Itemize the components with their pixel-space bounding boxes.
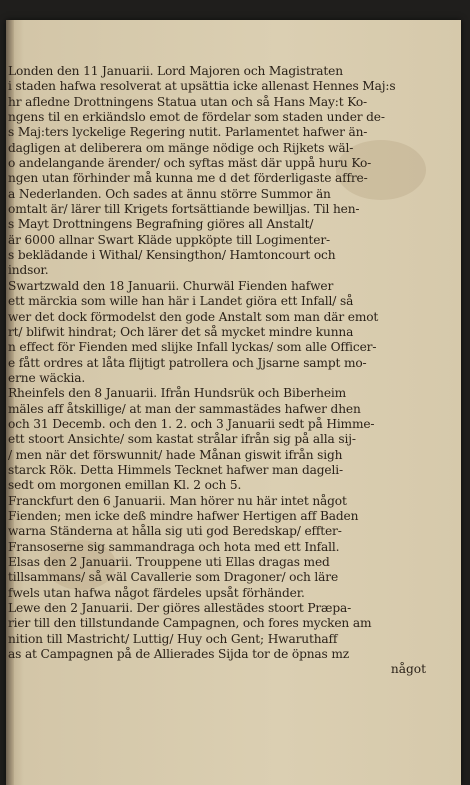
page-text xyxy=(8,64,426,678)
text-line: s beklädande i Withal/ Kensingthon/ Hamtoncourt och xyxy=(8,248,336,263)
text-line: ngen utan förhinder må kunna me d det förderligaste affre- xyxy=(8,171,368,186)
text-line: n effect för Fienden med slijke Infall lyckas/ som alle Officer- xyxy=(8,340,377,355)
text-line: wer det dock förmodelst den gode Anstalt som man där emot xyxy=(8,309,379,324)
text-line: erne wäckia. xyxy=(8,370,86,385)
text-line: ett märckia som wille han här i Landet giöra ett Infall/ så xyxy=(8,294,354,309)
text-line: Rheinfels den 8 Januarii. Ifrån Hundsrük och Biberheim xyxy=(8,386,347,401)
text-line: tillsammans/ så wäl Cavallerie som Dragoner/ och läre xyxy=(8,570,339,585)
text-line: as at Campagnen på de Allierades Sijda tor de öpnas mz xyxy=(8,647,350,662)
text-line: Londen den 11 Januarii. Lord Majoren och Magistraten xyxy=(8,64,343,78)
text-line: warna Ständerna at hålla sig uti god Beredskap/ effter- xyxy=(8,524,342,539)
text-line: Swartzwald den 18 Januarii. Churwäl Fienden hafwer xyxy=(8,278,334,293)
text-line: och 31 Decemb. och den 1. 2. och 3 Januarii sedt på Himme- xyxy=(8,416,375,431)
text-line: Fransoserne sig sammandraga och hota med ett Infall. xyxy=(8,539,340,554)
scanned-page xyxy=(6,20,461,785)
text-line: rt/ blifwit hindrat; Och lärer det så mycket mindre kunna xyxy=(8,324,354,339)
text-line: hr afledne Drottningens Statua utan och så Hans May:t Ko- xyxy=(8,94,367,109)
text-line: starck Rök. Detta Himmels Tecknet hafwer man dageli- xyxy=(8,462,343,477)
text-line: Elsas den 2 Januarii. Trouppene uti Ellas dragas med xyxy=(8,555,330,569)
text-line: sedt om morgonen emillan Kl. 2 och 5. xyxy=(8,478,242,493)
text-line: nition till Mastricht/ Luttig/ Huy och Gent; Hwaruthaff xyxy=(8,631,338,646)
text-line: ett stoort Ansichte/ som kastat strålar ifrån sig på alla sij- xyxy=(8,432,356,447)
text-line: s Maj:ters lyckelige Regering nutit. Parlamentet hafwer än- xyxy=(8,125,368,140)
text-line: / men när det förswunnit/ hade Månan giswit ifrån sigh xyxy=(8,447,343,462)
text-line: a Nederlanden. Och sades at ännu större Summor än xyxy=(8,186,331,201)
text-line: indsor. xyxy=(8,263,49,278)
text-line: Franckfurt den 6 Januarii. Man hörer nu här intet något xyxy=(8,493,347,508)
text-line: e fått ordres at låta flijtigt patrollera och Jjsarne sampt mo- xyxy=(8,355,367,370)
text-line: omtalt är/ lärer till Krigets fortsättiande bewilljas. Til hen- xyxy=(8,202,360,217)
text-line: rier till den tillstundande Campagnen, och fores mycken am xyxy=(8,616,372,631)
text-line: i staden hafwa resolverat at upsättia icke allenast Hennes Maj:s xyxy=(8,79,396,94)
text-line: mäles aff åtskillige/ at man der sammastädes hafwer dhen xyxy=(8,401,361,416)
catchword: något xyxy=(390,662,426,677)
text-line: o andelangande ärender/ och syftas mäst där uppå huru Ko- xyxy=(8,156,372,171)
text-line: Fienden; men icke deß mindre hafwer Hertigen aff Baden xyxy=(8,508,359,523)
text-line: ngens til en erkiändslo emot de fördelar som staden under de- xyxy=(8,110,385,125)
text-line: s Mayt Drottningens Begrafning giöres all Anstalt/ xyxy=(8,217,314,232)
text-line: Lewe den 2 Januarii. Der giöres allestädes stoort Præpa- xyxy=(8,601,352,616)
text-line: dagligen at deliberera om mänge nödige och Rijkets wäl- xyxy=(8,140,354,155)
text-line: fwels utan hafwa något färdeles upsåt förhänder. xyxy=(8,585,305,600)
text-line: är 6000 allnar Swart Kläde uppköpte till Logimenter- xyxy=(8,232,330,247)
